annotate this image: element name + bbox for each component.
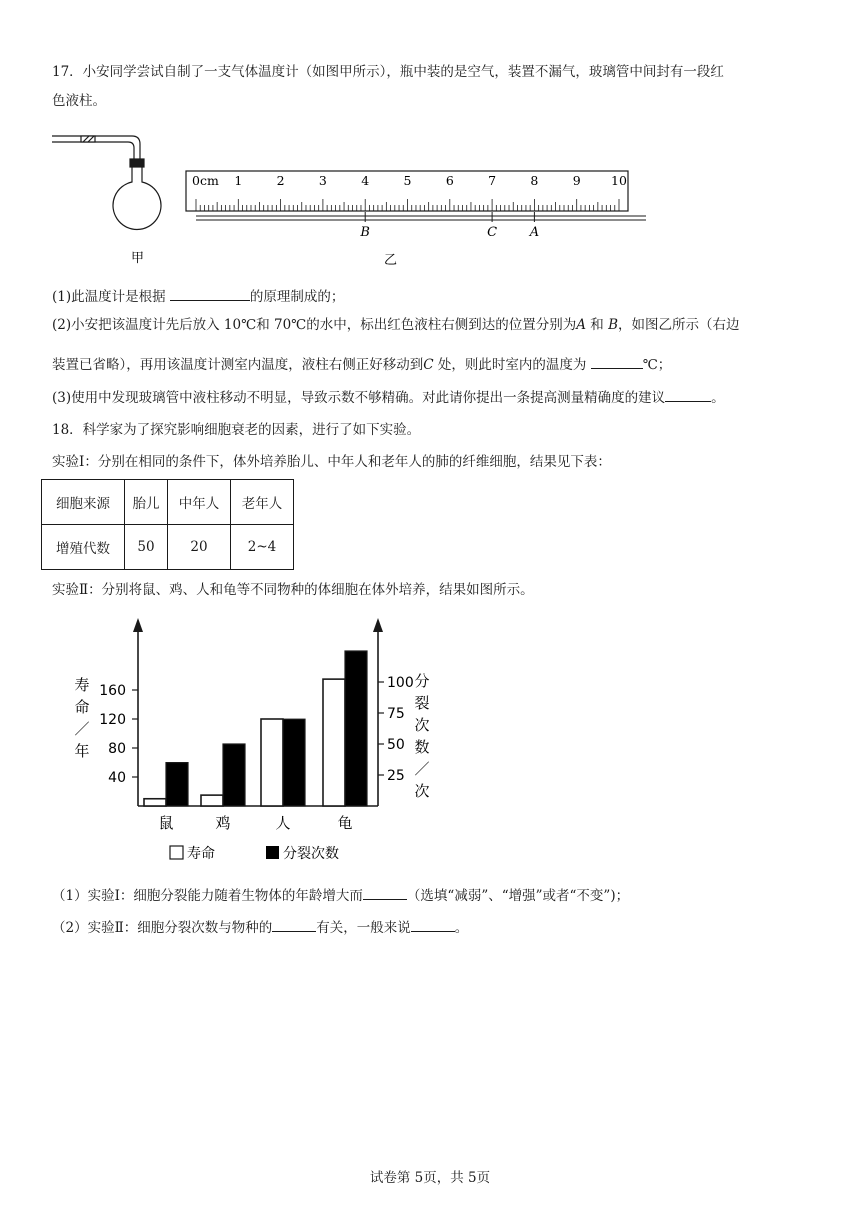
right-tick-label: 50 — [387, 737, 405, 753]
ruler-number: 2 — [276, 173, 285, 188]
right-tick-label: 25 — [387, 768, 405, 784]
label-jia: 甲 — [131, 251, 145, 266]
lifespan-division-chart — [60, 610, 500, 870]
gas-thermometer-flask — [52, 136, 161, 229]
bar-lifespan-1 — [201, 795, 223, 806]
right-tick-label: 100 — [387, 675, 414, 691]
table-cell: 中年人 — [168, 480, 231, 525]
ruler-number: 4 — [361, 173, 370, 188]
ruler-number: 9 — [572, 173, 581, 188]
bar-lifespan-3 — [323, 679, 345, 806]
ruler-number: 5 — [403, 173, 412, 188]
category-label: 鸡 — [215, 814, 231, 832]
ruler-number: 7 — [488, 173, 497, 188]
category-label: 鼠 — [158, 814, 174, 832]
right-axis-label-char: ／ — [414, 760, 430, 778]
q18-exp1: 实验Ⅰ：分别在相同的条件下，体外培养胎儿、中年人和老年人的肺的纤维细胞，结果见下表： — [52, 454, 611, 470]
category-label: 龟 — [337, 814, 353, 832]
ruler-number: 10 — [611, 173, 627, 188]
bar-divisions-1 — [223, 744, 245, 806]
bar-divisions-0 — [166, 763, 188, 806]
legend-swatch-lifespan — [170, 846, 183, 859]
q18-title: 18．科学家为了探究影响细胞衰老的因素，进行了如下实验。 — [52, 422, 421, 438]
right-tick-label: 75 — [387, 706, 405, 722]
right-axis-label-char: 次 — [414, 782, 430, 800]
marker-label-B: B — [360, 225, 370, 240]
left-tick-label: 80 — [108, 741, 126, 757]
marker-label-C: C — [487, 225, 498, 240]
q17-intro-line2: 色液柱。 — [52, 93, 106, 109]
legend-swatch-divisions — [266, 846, 279, 859]
ruler-number: 6 — [445, 173, 454, 188]
left-axis-label-char: 寿 — [74, 676, 90, 694]
ruler-unit: 0cm — [192, 173, 219, 188]
q17-part1: (1)此温度计是根据 的原理制成的； — [52, 286, 344, 307]
answer-blank-5[interactable] — [272, 917, 316, 932]
q18-question2: （2）实验Ⅱ：细胞分裂次数与物种的 有关，一般来说 。 — [52, 917, 468, 938]
table-cell: 2~4 — [231, 525, 294, 570]
answer-blank-1[interactable] — [170, 286, 250, 301]
label-yi: 乙 — [384, 253, 398, 268]
left-axis-arrow — [133, 618, 143, 632]
q17-part2-line1: (2)小安把该温度计先后放入 10℃和 70℃的水中，标出红色液柱右侧到达的位置分别为A 和 B，如图乙所示（右边 — [52, 317, 740, 333]
left-axis-label-char: ／ — [74, 720, 90, 738]
cell-proliferation-table — [41, 479, 294, 570]
legend-label-lifespan: 寿命 — [187, 846, 215, 862]
q17-part3: (3)使用中发现玻璃管中液柱移动不明显，导致示数不够精确。对此请你提出一条提高测量精确度的建议 。 — [52, 387, 725, 408]
table-cell: 增殖代数 — [42, 525, 125, 570]
left-tick-label: 120 — [99, 712, 126, 728]
right-axis-label-char: 次 — [414, 716, 430, 734]
table-cell: 胎儿 — [125, 480, 168, 525]
page-footer: 试卷第 5页，共 5页 — [369, 1170, 491, 1186]
answer-blank-3[interactable] — [665, 387, 711, 402]
table-cell: 细胞来源 — [42, 480, 125, 525]
table-row — [42, 480, 294, 525]
left-axis-label-char: 年 — [74, 742, 90, 760]
marker-label-A: A — [529, 225, 540, 240]
left-tick-label: 160 — [99, 683, 126, 699]
q17-part2-line2: 装置已省略），再用该温度计测室内温度，液柱右侧正好移动到C 处，则此时室内的温度为 ℃； — [52, 354, 671, 375]
right-axis-label-char: 裂 — [414, 694, 430, 712]
answer-blank-6[interactable] — [411, 917, 455, 932]
table-cell: 老年人 — [231, 480, 294, 525]
bar-divisions-3 — [345, 651, 367, 806]
legend-label-divisions: 分裂次数 — [283, 846, 339, 862]
right-axis-arrow — [373, 618, 383, 632]
right-axis-label-char: 分 — [414, 672, 430, 690]
category-label: 人 — [275, 814, 291, 832]
q18-question1: （1）实验Ⅰ：细胞分裂能力随着生物体的年龄增大而 （选填“减弱”、“增强”或者“不变”)； — [52, 885, 629, 906]
q18-exp2: 实验Ⅱ：分别将鼠、鸡、人和龟等不同物种的体细胞在体外培养，结果如图所示。 — [52, 582, 534, 598]
table-row — [42, 525, 294, 570]
left-axis-label-char: 命 — [74, 698, 90, 716]
q17-intro-line1: 17．小安同学尝试自制了一支气体温度计（如图甲所示），瓶中装的是空气，装置不漏气，玻璃管中间封有一段红 — [52, 64, 724, 80]
answer-blank-4[interactable] — [363, 885, 407, 900]
ruler-number: 3 — [318, 173, 327, 188]
ruler-number: 1 — [234, 173, 243, 188]
bar-lifespan-2 — [261, 719, 283, 806]
table-cell: 20 — [168, 525, 231, 570]
right-axis-label-char: 数 — [414, 738, 430, 756]
ruler — [186, 171, 646, 240]
answer-blank-2[interactable] — [591, 354, 643, 369]
figure-thermometer — [0, 126, 860, 276]
ruler-number: 8 — [530, 173, 539, 188]
bar-divisions-2 — [283, 719, 305, 806]
table-cell: 50 — [125, 525, 168, 570]
bar-lifespan-0 — [144, 799, 166, 806]
left-tick-label: 40 — [108, 770, 126, 786]
